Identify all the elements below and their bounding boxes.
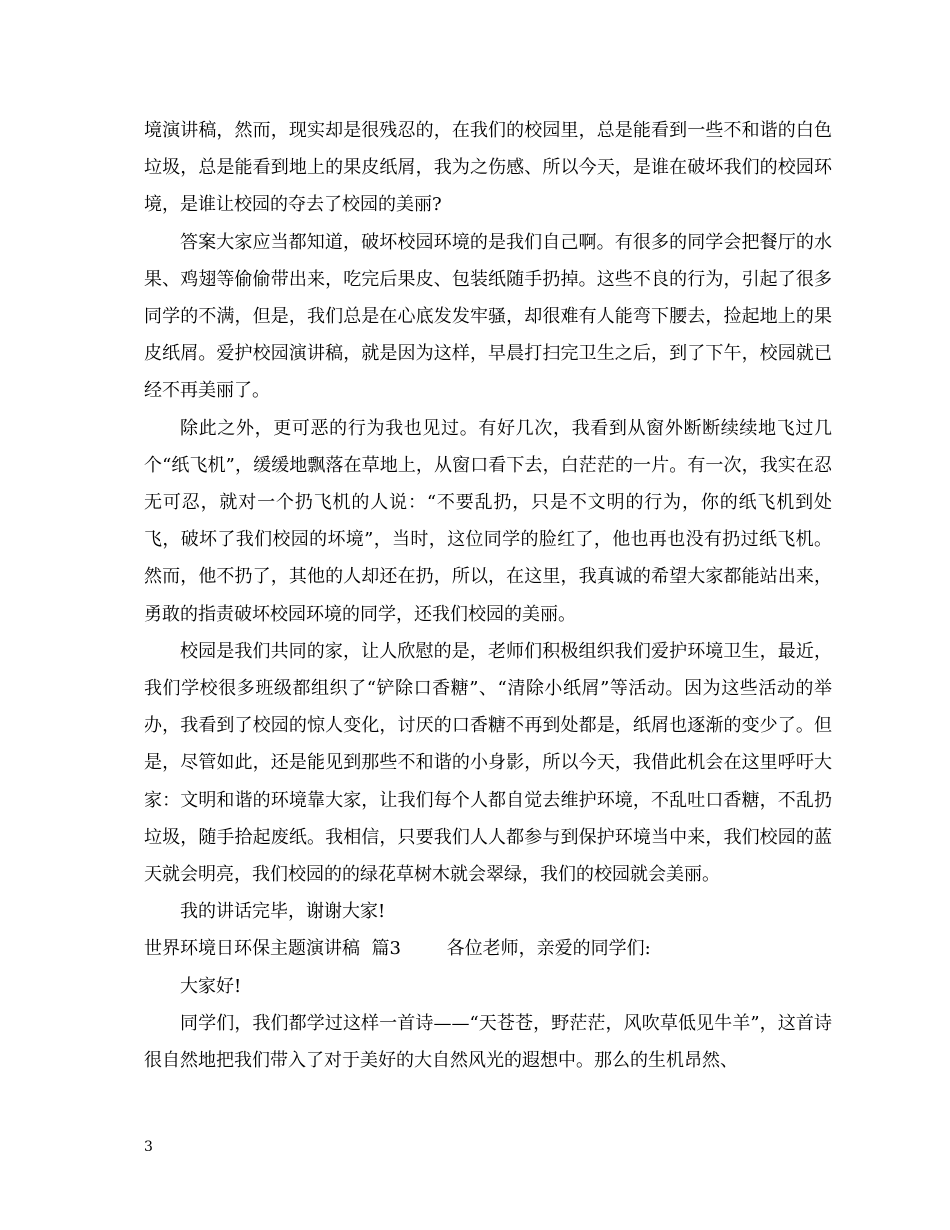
paragraph-4: 校园是我们共同的家，让人欣慰的是，老师们积极组织我们爱护环境卫生，最近，我们学校很多班级都组织了“铲除口香糖”、“清除小纸屑”等活动。因为这些活动的举办，我看到了校园的惊人变化，讨厌的口香糖不再到处都是，纸屑也逐渐的变少了。但是，尽管如此，还是能见到那些不和谐的小身影，所以今天，我借此机会在这里呼吁大家：文明和谐的环境靠大家，让我们每个人都自觉去维护环境，不乱吐口香糖，不乱扔垃圾，随手拾起废纸。我相信，只要我们人人都参与到保护环境当中来，我们校园的蓝天就会明亮，我们校园的的绿花草树木就会翠绿，我们的校园就会美丽。: [144, 640, 832, 886]
paragraph-3: 除此之外，更可恶的行为我也见过。有好几次，我看到从窗外断断续续地飞过几个“纸飞机”，缓缓地飘落在草地上，从窗口看下去，白茫茫的一片。有一次，我实在忍无可忍，就对一个扔飞机的人说：“不要乱扔，只是不文明的行为，你的纸飞机到处飞，破坏了我们校园的坏境”，当时，这位同学的脸红了，他也再也没有扔过纸飞机。然而，他不扔了，其他的人却还在扔，所以，在这里，我真诚的希望大家都能站出来，勇敢的指责破坏校园环境的同学，还我们校园的美丽。: [144, 417, 832, 625]
paragraph-greeting: 大家好!: [180, 975, 242, 997]
section-heading-line: 世界环境日环保主题演讲稿 篇3 各位老师，亲爱的同学们:: [144, 938, 651, 960]
document-body: [144, 112, 832, 1079]
paragraph-5: 我的讲话完毕，谢谢大家!: [180, 901, 386, 923]
paragraph-1: 境演讲稿，然而，现实却是很残忍的，在我们的校园里，总是能看到一些不和谐的白色垃圾，总是能看到地上的果皮纸屑，我为之伤感、所以今天，是谁在破坏我们的校园环境，是谁让校园的夺去了校园的美丽?: [144, 120, 832, 216]
paragraph-2: 答案大家应当都知道，破坏校园环境的是我们自己啊。有很多的同学会把餐厅的水果、鸡翅等偷偷带出来，吃完后果皮、包装纸随手扔掉。这些不良的行为，引起了很多同学的不满，但是，我们总是在心底发发牢骚，却很难有人能弯下腰去，捡起地上的果皮纸屑。爱护校园演讲稿，就是因为这样，早晨打扫完卫生之后，到了下午，校园就已经不再美丽了。: [144, 231, 832, 402]
page-number: 3: [144, 1139, 153, 1155]
paragraph-8: 同学们，我们都学过这样一首诗——“天苍苍，野茫茫，风吹草低见牛羊”，这首诗很自然地把我们带入了对于美好的大自然风光的遐想中。那么的生机昂然、: [144, 1012, 832, 1072]
